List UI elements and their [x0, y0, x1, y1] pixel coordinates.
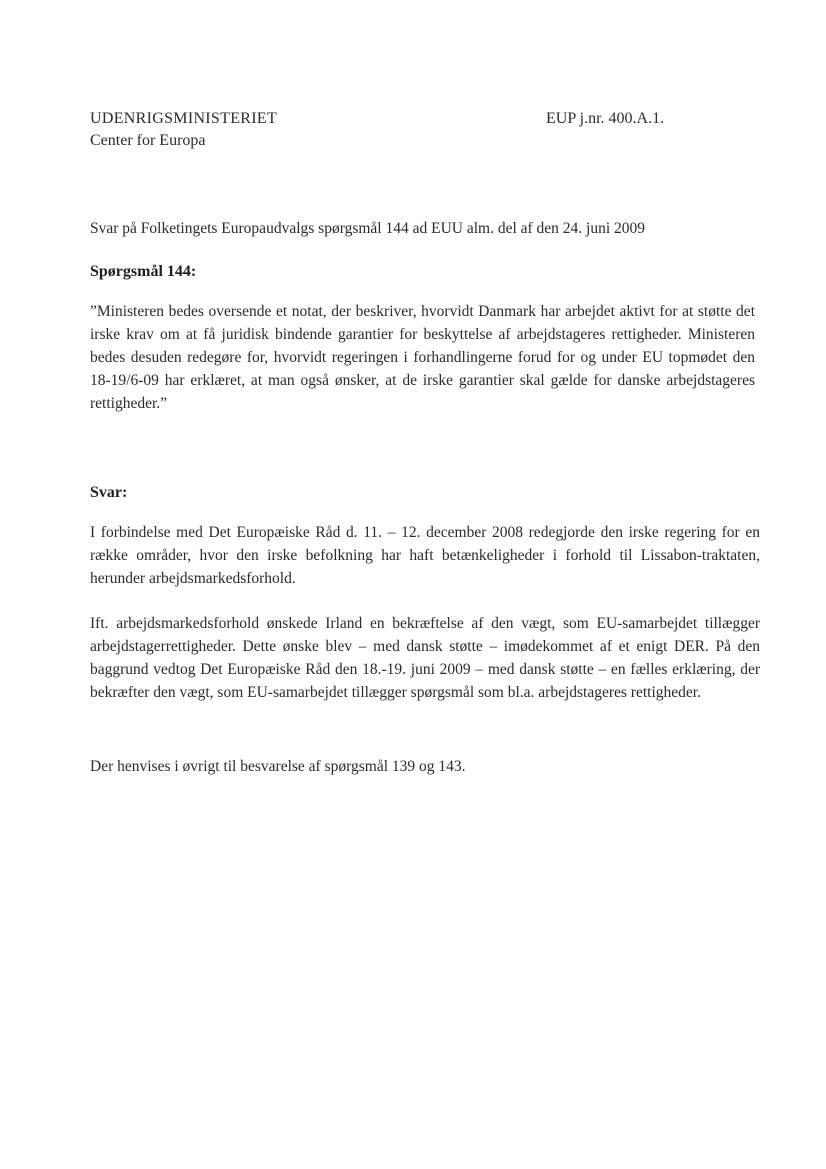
- department-name: Center for Europa: [90, 132, 206, 149]
- question-heading: Spørgsmål 144:: [90, 263, 197, 280]
- answer-paragraph: I forbindelse med Det Europæiske Råd d. 11. – 12. december 2008 redegjorde den irske regering for en række områder, hvor den irske befolkning har haft betænkeligheder i forhold til Lissabon-traktaten, herunder arbejdsmarkedsforhold.: [90, 524, 760, 587]
- answer-paragraph: Ift. arbejdsmarkedsforhold ønskede Irland en bekræftelse af den vægt, som EU-samarbejdet tillægger arbejdstagerrettigheder. Dette ønske blev – med dansk støtte – imødekommet af et enigt DER. På den baggrund vedtog Det Europæiske Råd den 18.-19. juni 2009 – med dansk støtte – en fælles erklæring, der bekræfter den vægt, som EU-samarbejdet tillægger spørgsmål som bl.a. arbejdstageres rettigheder.: [90, 615, 760, 701]
- journal-reference: EUP j.nr. 400.A.1.: [546, 110, 665, 127]
- subject-line: Svar på Folketingets Europaudvalgs spørgsmål 144 ad EUU alm. del af den 24. juni 2009: [90, 220, 646, 237]
- organization-name: UDENRIGSMINISTERIET: [90, 110, 278, 127]
- question-text: ”Ministeren bedes oversende et notat, der beskriver, hvorvidt Danmark har arbejdet aktivt for at støtte det irske krav om at få juridisk bindende garantier for beskyttelse af arbejdstageres rettigheder. Ministeren bedes desuden redegøre for, hvorvidt regeringen i forhandlingerne forud for og under EU topmødet den 18-19/6-09 har erklæret, at man også ønsker, at de irske garantier skal gælde for danske arbejdstageres rettigheder.”: [90, 303, 755, 412]
- letterhead: [90, 108, 277, 152]
- answer-heading: Svar:: [90, 484, 128, 501]
- answer-paragraph: Der henvises i øvrigt til besvarelse af spørgsmål 139 og 143.: [90, 758, 466, 775]
